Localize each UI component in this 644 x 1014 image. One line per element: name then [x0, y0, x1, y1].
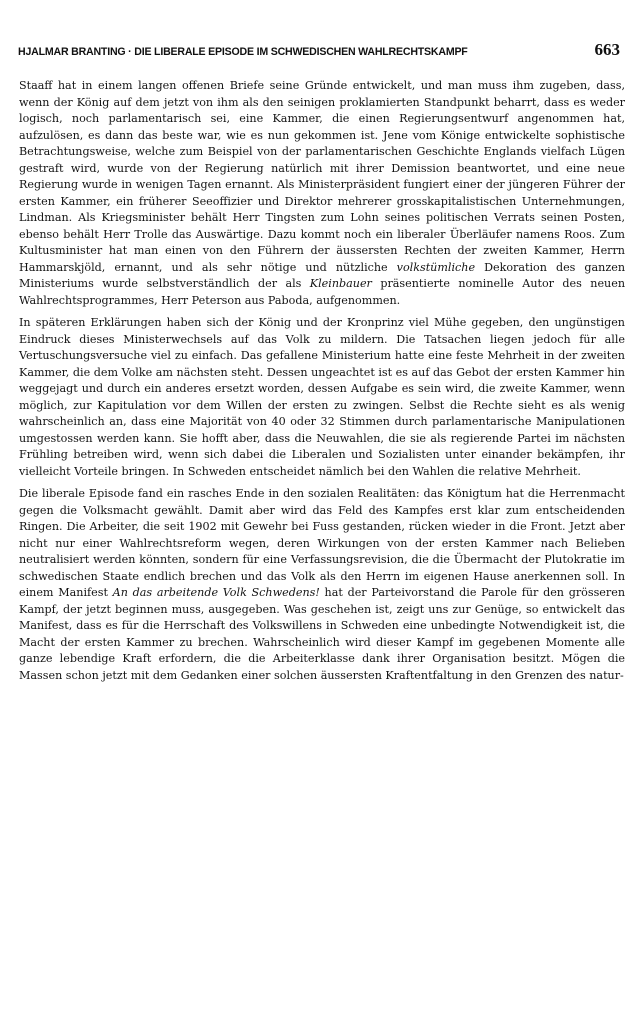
paragraph-2: [19, 315, 625, 480]
emphasis-manifest-title: An das arbeitende Volk Schwedens!: [112, 586, 320, 599]
body-text: [19, 78, 625, 690]
text-run: Dekoration des ganzen Ministeriums wurde selbstverständlich der als: [19, 260, 625, 290]
emphasis-kleinbauer: Kleinbauer: [309, 277, 372, 290]
emphasis-volkstuemliche: volkstümliche: [396, 260, 476, 274]
paragraph-1: [19, 78, 625, 309]
text-run: Staaff hat in einem langen offenen Briefe seine Gründe entwickelt, und man muss ihm zugeben, dass, wenn der König auf dem jetzt von ihm als den seinigen proklamierten Standpunkt beharrt, dass es weder logisch, noch parlamentarisch sei, eine Kammer, die einen Regierungsentwurf angenommen hat, aufzulösen, es dann das beste war, wie es nun gekommen ist. Jene vom Könige entwickelte sophistische Betrachtungsweise, welche zum Beispiel von der parlamentarischen Geschichte Englands vielfach Lügen gestraft wird, wurde von der Regierung natürlich mit ihrer Demission beantwortet, und eine neue Regierung wurde in wenigen Tagen ernannt. Als Ministerpräsident fungiert einer der jüngeren Führer der ersten Kammer, ein früherer Seeoffizier und Direktor mehrerer grosskapitalistischen Unternehmungen, Lindman. Als Kriegsminister behält Herr Tingsten zum Lohn seines politischen Verrats seinen Posten, ebenso behält Herr Trolle das Auswärtige. Dazu kommt noch ein liberaler Überläufer namens Roos. Zum Kultusminister hat man einen von den Führern der äussersten Rechten der zweiten Kammer, Herrn Hammarskjöld, ernannt, und als sehr nötige und nützliche: [19, 79, 625, 274]
running-header: [18, 40, 620, 62]
text-run: hat der Parteivorstand die Parole für den grösseren Kampf, der jetzt beginnen muss, ausgegeben. Was geschehen ist, zeigt uns zur Genüge, so entwickelt das Manifest, dass es für die Herrschaft des Volkswillens in Schweden eine unbedingte Notwendigkeit ist, die Macht der ersten Kammer zu brechen. Wahrscheinlich wird dieser Kampf im gegebenen Momente alle ganze lebendige Kraft erfordern, die die Arbeiterklasse dank ihrer Organisation besitzt. Mögen die Massen schon jetzt mit dem Gedanken einer solchen äussersten Kraftentfaltung in den Grenzen des natur-: [19, 586, 625, 682]
text-run: In späteren Erklärungen haben sich der König und der Kronprinz viel Mühe gegeben, den ungünstigen Eindruck dieses Ministerwechsels auf das Volk zu mildern. Die Tatsachen liegen jedoch für alle Vertuschungsversuche viel zu einfach. Das gefallene Ministerium hatte eine feste Mehrheit in der zweiten Kammer, die dem Volke am nächsten steht. Dessen ungeachtet ist es auf das Gebot der ersten Kammer hin weggejagt und durch ein anderes ersetzt worden, dessen Aufgabe es sein wird, die zweite Kammer, wenn möglich, zur Kapitulation vor dem Willen der ersten zu zwingen. Selbst die Rechte sieht es als wenig wahrscheinlich an, dass eine Majorität von 40 oder 32 Stimmen durch parlamentarische Manipulationen umgestossen werden kann. Sie hofft aber, dass die Neuwahlen, die sie als regierende Partei im nächsten Frühling betreiben wird, wenn sich dabei die Liberalen und Sozialisten unter einander bekämpfen, ihr vielleicht Vorteile bringen. In Schweden entscheidet nämlich bei den Wahlen die relative Mehrheit.: [19, 316, 625, 478]
paragraph-3: [19, 486, 625, 684]
text-run: präsentierte nominelle Autor des neuen Wahlrechtsprogrammes, Herr Peterson aus Paboda, aufgenommen.: [19, 277, 626, 307]
page-number: 663: [594, 40, 620, 59]
text-run: Die liberale Episode fand ein rasches Ende in den sozialen Realitäten: das Königtum hat die Herrenmacht gegen die Volksmacht gewählt. Damit aber wird das Feld des Kampfes erst klar zum entscheidenden Ringen. Die Arbeiter, die seit 1902 mit Gewehr bei Fuss gestanden, rücken wieder in die Front. Jetzt aber nicht nur einer Wahlrechtsreform wegen, deren Wirkungen von der ersten Kammer nach Belieben neutralisiert werden könnten, sondern für eine Verfassungsrevision, die die Übermacht der Plutokratie im schwedischen Staate endlich brechen und das Volk als den Herrn im eigenen Hause anerkennen soll. In einem Manifest: [19, 487, 625, 599]
running-title: HJALMAR BRANTING · DIE LIBERALE EPISODE IM SCHWEDISCHEN WAHLRECHTSKAMPF: [18, 46, 468, 58]
